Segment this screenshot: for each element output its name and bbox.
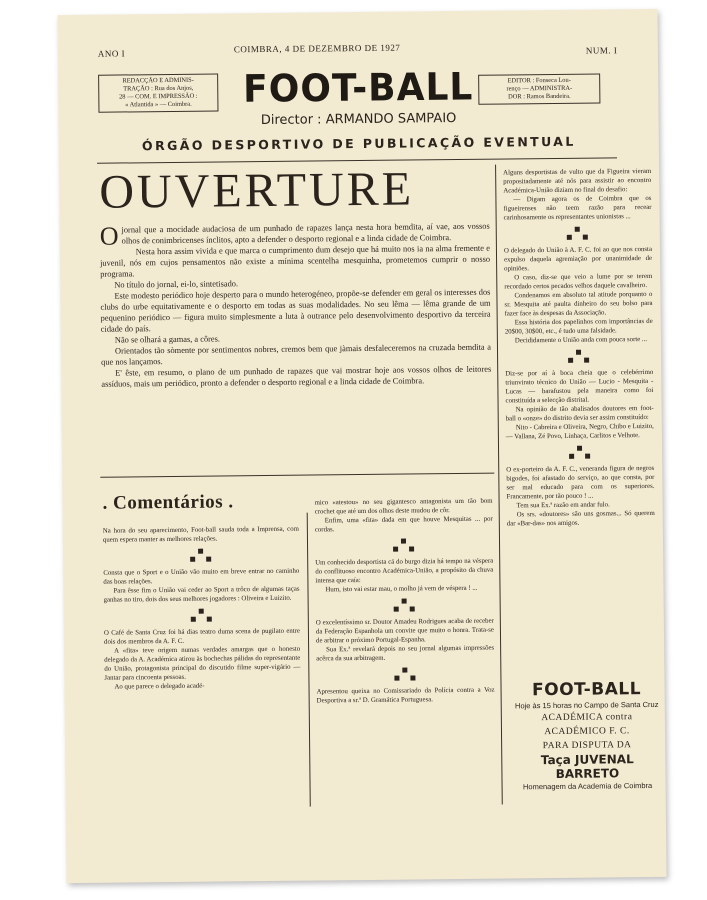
dateline: COIMBRA, 4 DE DEZEMBRO DE 1927	[233, 42, 401, 55]
ornament-separator	[394, 598, 416, 612]
column-rule-middle	[307, 513, 311, 807]
ad-time-place: Hoje às 15 horas no Campo de Santa Cruz	[514, 699, 659, 711]
comentarios-column-1: Na hora do seu aparecimento, Foot-ball sauda toda a Imprensa, com quem espera manter as melhores relações. Consta que o Sport e o União vão muito em breve entrar no caminho das boas relações. Para êsse fim o União vai ceder ao Sport a trôco de algumas taças ganhas no tiro, dois dos seus melhores jogadores : Oliveira e Luizito. O Café de Santa Cruz foi há dias teatro duma scena de pugilato entre dois dos membros da A. F. C. A «fita» teve origem numas verdades amargas que o honesto delegado da A. Académica atirou às bochechas pálidas do representante do União, protagonista principal do discutido filme super-vigário — Jantar para cincoenta pessoas. Ao que parece o delegado acadé-	[102, 525, 301, 691]
ouverture-article: O jornal que a mocidade audaciosa de um punhado de rapazes lança nesta hora bemdita, aí vae, aos vossos olhos de conimbricenses ínclitos, apto a defender o desporto regional e a linda cidade de Coimbra. Nesta hora assim vivida e que marca o cumprimento dum desejo que há muito nos ia na alma fremente e juvenil, nós em cujos pensamentos não existe a mínima scentelha mesquinha, prometemos cumprir o nosso programa. No título do jornal, ei-lo, sintetisado. Este modesto periódico hoje desperto para o mundo heterogéneo, propõe-se defender em geral os interesses dos clubs do urbe equitativamente e o desporto em todas as suas modalidades. No seu lêma — lêma grande de um pequenino periódico — figura muito simplesmente a luta à outrance pelo desenvolvimento desportivo da terceira cidade do país. Não se olhará a gamas, a côres. Orientados tão sòmente por sentimentos nobres, cremos bem que jàmais desfaleceremos na cruzada bemdita a que nos lançamos. E' êste, em resumo, o plano de um punhado de rapazes que vai mostrar hoje aos vossos olhos de leitores assíduos, mais um periódico, pronto a defender o desporto regional e a linda cidade de Coimbra.	[99, 221, 492, 389]
ad-homage: Homenagem da Academia de Coimbra	[522, 780, 653, 792]
ornament-separator	[191, 609, 213, 623]
ad-title: FOOT-BALL	[531, 679, 642, 701]
newspaper-sheet	[57, 9, 666, 883]
ad-trophy: Taça JUVENAL BARRETO	[540, 752, 634, 781]
section-rule	[100, 473, 494, 478]
ornament-separator	[567, 227, 589, 241]
publication-subtitle: ÓRGÃO DESPORTIVO DE PUBLICAÇÃO EVENTUAL	[141, 133, 576, 154]
ornament-separator	[393, 538, 415, 552]
ad-teams: ACADÉMICA contra ACADÉMICO F. C.	[541, 712, 633, 738]
address-box: REDACÇÃO E ADMINIS- TRAÇÃO : Rua dos Anjos, 28 — COM. E IMPRESSÃO : « Atlantida » — Coimbra.	[98, 73, 218, 112]
editor-box: EDITOR : Fonseca Lou- renço — ADMINISTRA- DOR : Ramos Bandeira.	[478, 73, 600, 104]
ouverture-heading: OUVERTURE	[99, 162, 415, 219]
comentarios-column-2: mico «atestou» no seu gigantesco antagonista um tão bom crochet que até um dos olhos deste mudou de côr. Enfim, uma «fita» dada em que houve Mesquitas ... por cordas. Um conhecido desportista cá do burgo dizia há tempo na véspera do conflituoso encontro Académica-União, a propósito da chuva intensa que caía: Hum, isto vai estar mau, o molho já vem de véspera ! ... O excelentíssimo sr. Doutor Amadeu Rodrigues acaba de receber da Federação Espanhola um convite que muito o honra. Trata-se de arbitrar o próximo Portugal-Espanha. Sua Ex.ª revelará depois no seu jornal algumas impressões acêrca da sua arbitragem. Apresentou queixa no Comissariado da Polícia contra a Voz Desportiva a sr.ª D. Gramática Portuguesa.	[314, 497, 495, 705]
ornament-separator	[394, 667, 416, 681]
ornament-separator	[569, 446, 591, 460]
right-column: Alguns desportistas de vulto que da Figueira vieram propositadamente até nós para assistir ao encontro Académica-União diziam no final do desafio: — Digam agora os de Coimbra que os figueirenses não teem razão para recear carinhosamente os representantes unionistas ... O delegado do União à A. F. C. foi ao que nos consta expulso daquela agremiação por unanimidade de opiniões. O caso, diz-se que veio a lume por se terem recordado certos pecados velhos daquele cavalheiro. Condenamos em absoluto tal atitude porquanto o sr. Mesquita até paulta dinheiro do seu bolso para fazer face às despesas da Associação. Essa história dos papelinhos com importâncias de 20$00, 30$00, etc., é tudo uma falsidade. Decididamente o União anda com pouca sorte ... Diz-se por aí à boca cheia que o celebérrimo triunvirato técnico do União — Lucio - Mesquita - Lucas — barafustou pela maneira como foi constituída a selecção distrital. Na opinião de tão abalisados doutores em foot-ball o «onze» do distrito devia ser assim constituído: Nito - Cabreira e Oliveira, Negro, Chibo e Luizito, — Vallana, Zé Povo, Linhaça, Carlitos e Velhote. O ex-porteiro da A. F. C., veneranda figura de negros bigodes, foi afastado do serviço, ao que consta, por ser mal educado para com os superiores. Francamente, por tão pouco ! ... Tem sua Ex.ª razão em andar fulo. Os srs. «doutores» são uns gosmas... Só querem dar «Bar-das» nos amigos.	[503, 167, 655, 528]
comentarios-heading: . Comentários .	[102, 491, 234, 514]
masthead-title: FOOT-BALL	[242, 65, 474, 112]
match-announcement	[511, 679, 662, 793]
column-rule-right	[495, 165, 503, 805]
ornament-separator	[190, 549, 212, 563]
ornament-separator	[568, 350, 590, 364]
issue-year: ANO I	[97, 48, 126, 59]
ad-para-disputa: PARA DISPUTA DA	[542, 740, 632, 752]
director-line: Director : ARMANDO SAMPAIO	[260, 110, 457, 129]
issue-number: NUM. I	[585, 45, 618, 56]
